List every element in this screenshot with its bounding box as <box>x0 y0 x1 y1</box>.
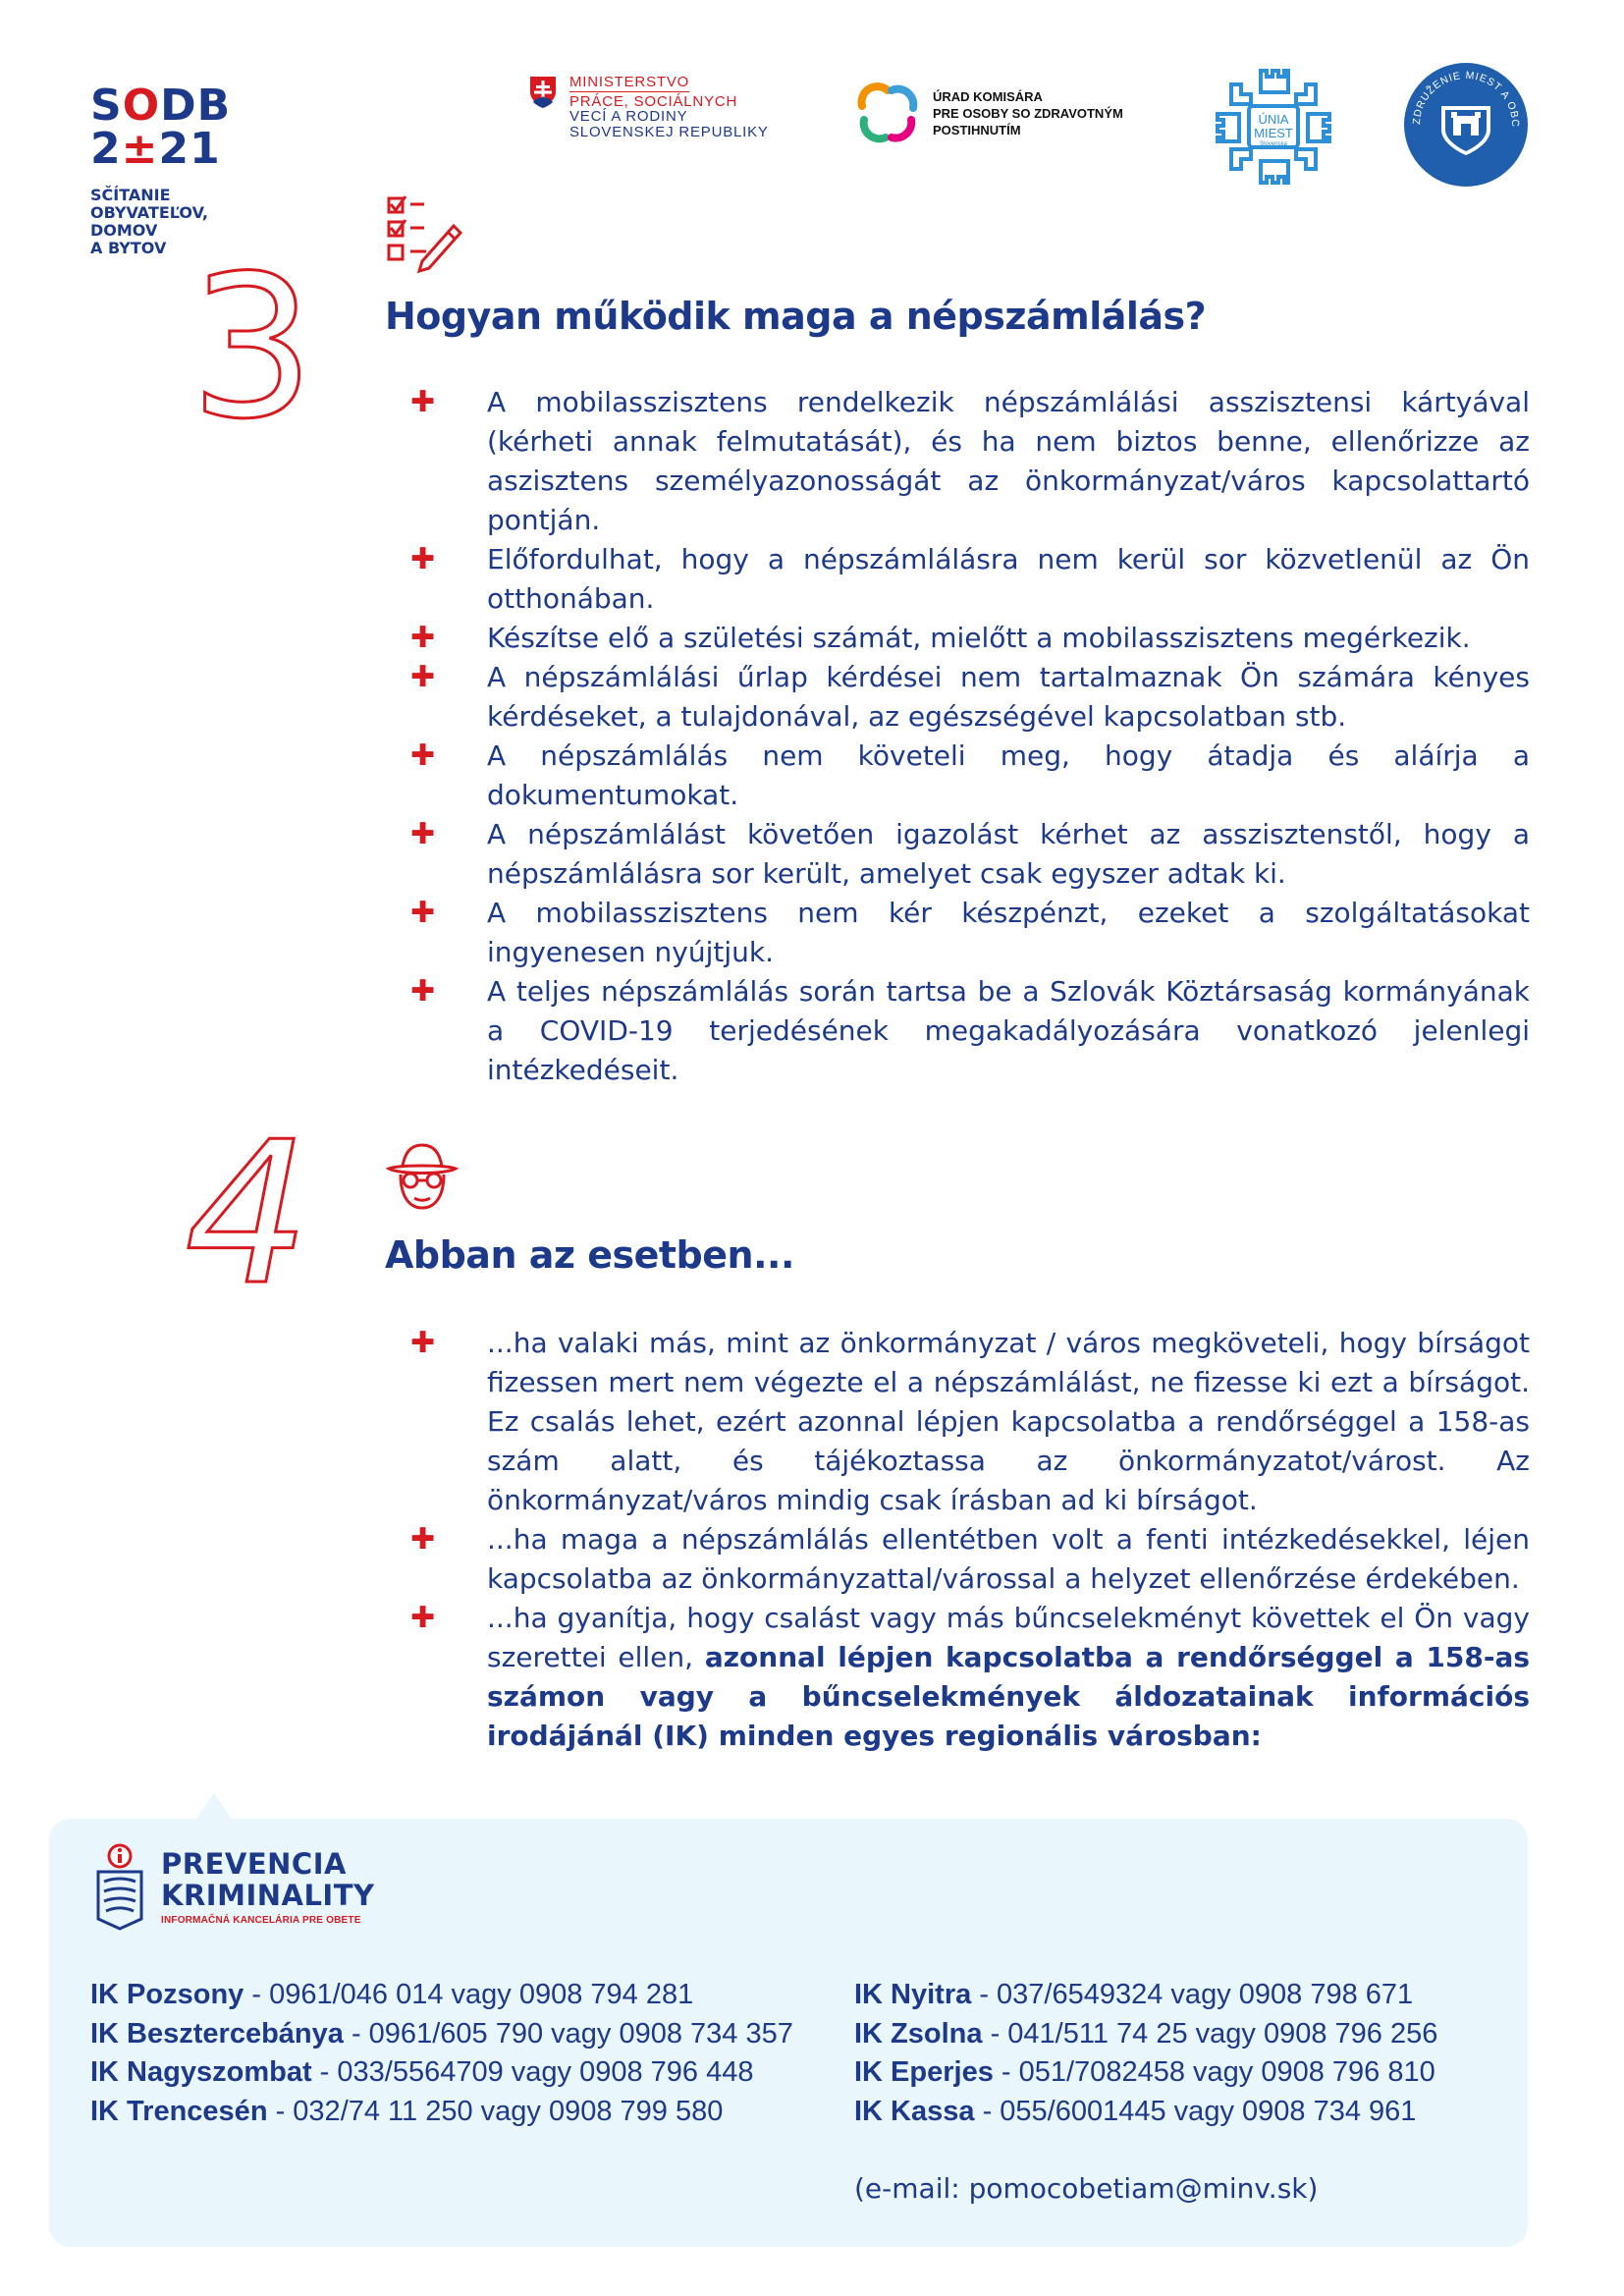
list-item: ✚ Előfordulhat, hogy a népszámlálásra nem kerül sor közvetlenül az Ön otthonában. <box>410 542 1530 615</box>
plus-bullet-icon: ✚ <box>410 1522 436 1557</box>
spy-detective-icon <box>383 1139 461 1214</box>
contacts-left <box>90 1976 793 2131</box>
section-3-list <box>410 383 1530 1090</box>
zmos-circle-seal-icon <box>1402 61 1530 189</box>
plus-bullet-icon: ✚ <box>410 1601 436 1635</box>
list-item: ✚ Készítse elő a születési számát, mielőtt a mobilasszisztens megérkezik. <box>410 619 1530 658</box>
plus-bullet-icon: ✚ <box>410 817 436 851</box>
slovak-coat-of-arms-icon <box>528 75 558 110</box>
section-4-list <box>410 1324 1530 1756</box>
three-color-rings-icon <box>852 77 921 149</box>
contact-row: IK Zsolna - 041/511 74 25 vagy 0908 796 256 <box>854 2017 1438 2050</box>
svg-text:MIEST: MIEST <box>1254 126 1293 140</box>
contact-row: IK Eperjes - 051/7082458 vagy 0908 796 810 <box>854 2056 1435 2088</box>
info-box-notch <box>196 1793 232 1819</box>
svg-text:ZDRUŽENIE MIEST A OBCÍ SLOVENS: ZDRUŽENIE MIEST A OBC <box>1410 69 1522 129</box>
plus-bullet-icon: ✚ <box>410 1326 436 1360</box>
svg-text:4: 4 <box>185 1120 310 1296</box>
svg-text:Slovenska: Slovenska <box>1260 141 1287 147</box>
section-3-title: Hogyan működik maga a népszámlálás? <box>385 295 1207 338</box>
plus-bullet-icon: ✚ <box>410 660 436 694</box>
castle-towers-emblem-icon <box>1210 63 1337 191</box>
contact-row: IK Kassa - 055/6001445 vagy 0908 734 961 <box>854 2095 1417 2127</box>
sodb-2021-logo: SODB 2±21 SČÍTANIE OBYVATEĽOV, DOMOV A BYTOV <box>90 81 232 257</box>
section-3-number <box>179 253 326 430</box>
contact-row: IK Nyitra - 037/6549324 vagy 0908 798 671 <box>854 1979 1414 2010</box>
plus-bullet-icon: ✚ <box>410 896 436 930</box>
contact-row: IK Besztercebánya - 0961/605 790 vagy 0908 734 357 <box>90 2017 793 2050</box>
section-4-title: Abban az esetben... <box>385 1233 794 1277</box>
svg-text:3: 3 <box>189 253 315 430</box>
list-item: ✚ ...ha gyanítja, hogy csalást vagy más bűncselekményt követtek el Ön vagy szerettei ellen, azonnal lépjen kapcsolatba a rendőrséggel a 158-as számon vagy a bűncselekmények áldozatainak információs irodájánál (IK) minden egyes regionális városban: <box>410 1601 1531 1752</box>
email-contact: (e-mail: pomocobetiam@minv.sk) <box>854 2172 1319 2205</box>
contact-row: IK Trencesén - 032/74 11 250 vagy 0908 799 580 <box>90 2095 724 2127</box>
plus-bullet-icon: ✚ <box>410 974 436 1009</box>
list-item: ✚ ...ha maga a népszámlálás ellentétben volt a fenti intézkedésekkel, léjen kapcsolatba az önkormányzattal/várossal a helyzet ellenőrzése érdekében. <box>410 1522 1530 1595</box>
plus-bullet-icon: ✚ <box>410 621 436 655</box>
sodb-subtitle: SČÍTANIE OBYVATEĽOV, DOMOV A BYTOV <box>90 186 208 257</box>
list-item: ✚ A mobilasszisztens rendelkezik népszámlálási asszisztensi kártyával (kérheti annak felmutatását), és ha nem biztos benne, ellenőrizze az aszisztens személyazonosságát az önkormányzat/város kapcsolattartó pontján. <box>410 385 1530 536</box>
plus-bullet-icon: ✚ <box>410 385 436 419</box>
contact-row: IK Nagyszombat - 033/5564709 vagy 0908 796 448 <box>90 2056 754 2088</box>
list-item: ✚ A népszámlálás nem követeli meg, hogy átadja és aláírja a dokumentumokat. <box>410 738 1530 811</box>
list-item: ✚ A mobilasszisztens nem kér készpénzt, ezeket a szolgáltatásokat ingyenesen nyújtjuk. <box>410 896 1530 968</box>
commissioner-office-logo: ÚRAD KOMISÁRA PRE OSOBY SO ZDRAVOTNÝM POSTIHNUTÍM <box>852 77 1123 149</box>
contact-row: IK Pozsony - 0961/046 014 vagy 0908 794 281 <box>90 1979 694 2010</box>
list-item: ✚ A teljes népszámlálás során tartsa be a Szlovák Köztársaság kormányának a COVID-19 terjedésének megakadályozására vonatkozó jelenlegi intézkedéseit. <box>410 974 1530 1086</box>
info-fingerprint-icon <box>90 1842 149 1931</box>
plus-bullet-icon: ✚ <box>410 542 436 576</box>
zmos-logo <box>1402 61 1530 193</box>
list-item: ✚ A népszámlálást követően igazolást kérhet az asszisztenstől, hogy a népszámlálásra sor került, amelyet csak egyszer adtak ki. <box>410 817 1530 890</box>
list-item: ✚ A népszámlálási űrlap kérdései nem tartalmaznak Ön számára kényes kérdéseket, a tulajdonával, az egészségével kapcsolatban stb. <box>410 660 1530 733</box>
contacts-right <box>854 1976 1437 2131</box>
plus-bullet-icon: ✚ <box>410 738 436 773</box>
checklist-pen-icon <box>385 192 463 275</box>
prevencia-kriminality-logo: PREVENCIA KRIMINALITY INFORMAČNÁ KANCELÁRIA PRE OBETE <box>90 1842 375 1931</box>
union-of-towns-logo <box>1210 63 1337 195</box>
svg-text:ÚNIA: ÚNIA <box>1258 112 1289 127</box>
list-item: ✚ ...ha valaki más, mint az önkormányzat / város megköveteli, hogy bírságot fizessen mert nem végezte el a népszámlálást, ne fizesse ki ezt a bírságot. Ez csalás lehet, ezért azonnal lépjen kapcsolatba a rendőrséggel a 158-as szám alatt, és tájékoztassa az önkormányzatot/várost. Az önkormányzat/város mindig csak írásban ad ki bírságot. <box>410 1326 1530 1516</box>
ministry-logo: MINISTERSTVO PRÁCE, SOCIÁLNYCH VECÍ A RODINY SLOVENSKEJ REPUBLIKY <box>528 75 769 139</box>
section-4-number <box>169 1120 326 1296</box>
